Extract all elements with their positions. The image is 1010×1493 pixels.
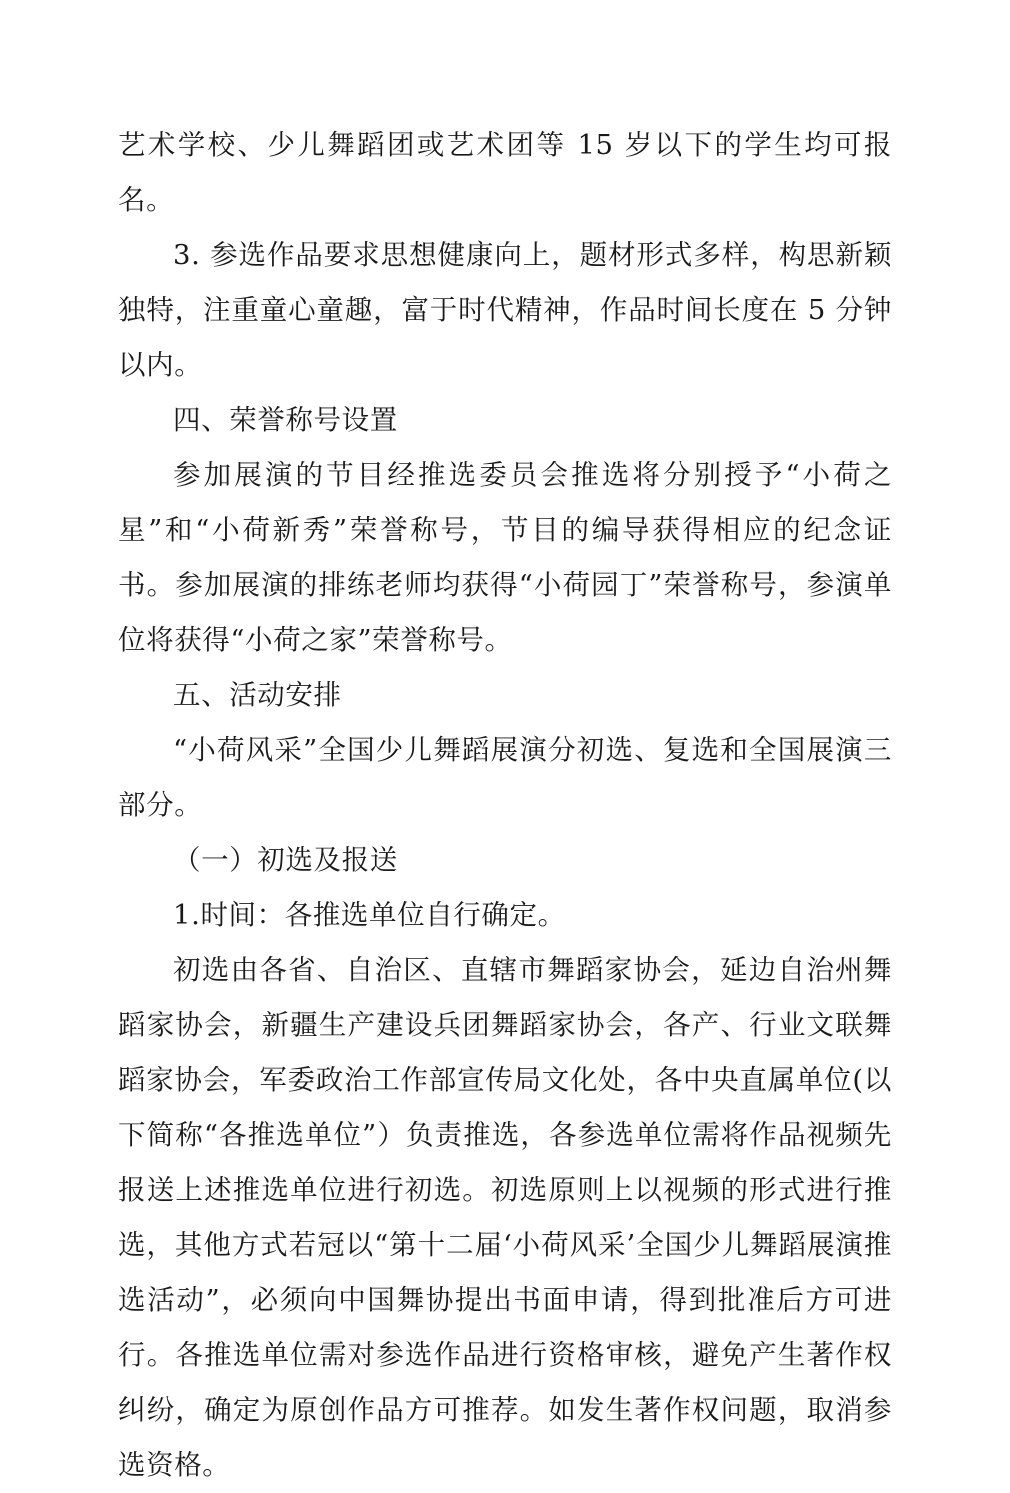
paragraph-continuation-art-school: 艺术学校、少儿舞蹈团或艺术团等 15 岁以下的学生均可报名。	[118, 129, 892, 216]
paragraph-preliminary-detail: 初选由各省、自治区、直辖市舞蹈家协会，延边自治州舞蹈家协会，新疆生产建设兵团舞蹈家协会，各产、行业文联舞蹈家协会，军委政治工作部宣传局文化处，各中央直属单位(以下简称“各推选单位”）负责推选，各参选单位需将作品视频先报送上述推选单位进行初选。初选原则上以视频的形式进行推选，其他方式若冠以“第十二届‘小荷风采’全国少儿舞蹈展演推选活动”，必须向中国舞协提出书面申请，得到批准后方可进行。各推选单位需对参选作品进行资格审核，避免产生著作权纠纷，确定为原创作品方可推荐。如发生著作权问题，取消参选资格。	[118, 954, 892, 1481]
paragraph-item-1-time: 1.时间：各推选单位自行确定。	[173, 899, 566, 931]
heading-section-5: 五、活动安排	[173, 679, 342, 711]
heading-subsection-1: （一）初选及报送	[173, 844, 398, 876]
paragraph-section-5-body: “小荷风采”全国少儿舞蹈展演分初选、复选和全国展演三部分。	[118, 734, 892, 821]
document-body	[118, 118, 892, 1493]
paragraph-item-3-requirements: 3. 参选作品要求思想健康向上，题材形式多样，构思新颖独特，注重童心童趣，富于时代精神，作品时间长度在 5 分钟以内。	[118, 239, 892, 381]
heading-section-4: 四、荣誉称号设置	[173, 404, 398, 436]
paragraph-section-4-body: 参加展演的节目经推选委员会推选将分别授予“小荷之星”和“小荷新秀”荣誉称号，节目的编导获得相应的纪念证书。参加展演的排练老师均获得“小荷园丁”荣誉称号，参演单位将获得“小荷之家”荣誉称号。	[118, 459, 892, 656]
